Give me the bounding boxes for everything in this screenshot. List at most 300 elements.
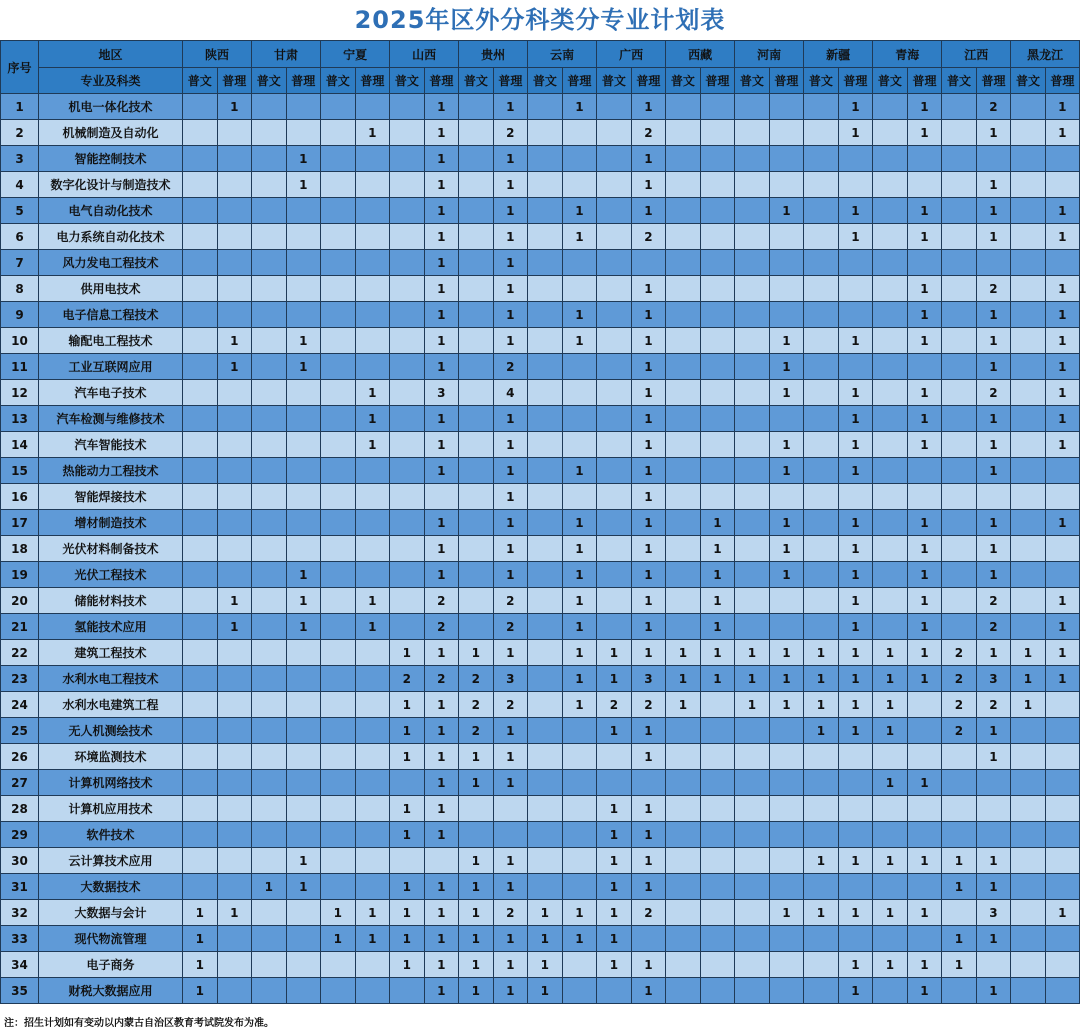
- quota-cell: [976, 484, 1011, 510]
- quota-cell: [873, 432, 908, 458]
- quota-cell: 1: [1045, 302, 1079, 328]
- quota-cell: [666, 484, 701, 510]
- quota-cell: [735, 146, 770, 172]
- quota-cell: [700, 432, 735, 458]
- quota-cell: [355, 172, 390, 198]
- quota-cell: [321, 562, 356, 588]
- quota-cell: [562, 848, 597, 874]
- quota-cell: [562, 432, 597, 458]
- quota-cell: [252, 536, 287, 562]
- region-header-cell: 广西: [597, 41, 666, 68]
- quota-cell: 2: [459, 666, 494, 692]
- quota-cell: [286, 276, 321, 302]
- quota-cell: 1: [666, 692, 701, 718]
- quota-cell: [217, 432, 252, 458]
- quota-cell: 1: [493, 250, 528, 276]
- quota-cell: 1: [1045, 120, 1079, 146]
- quota-cell: 1: [907, 510, 942, 536]
- quota-cell: 1: [873, 718, 908, 744]
- quota-cell: [355, 640, 390, 666]
- quota-cell: [804, 484, 839, 510]
- quota-cell: 1: [942, 874, 977, 900]
- quota-cell: [321, 458, 356, 484]
- quota-cell: 1: [424, 744, 459, 770]
- quota-cell: [1045, 848, 1079, 874]
- quota-cell: [942, 796, 977, 822]
- quota-cell: 1: [562, 900, 597, 926]
- quota-cell: [1011, 588, 1046, 614]
- quota-cell: [321, 432, 356, 458]
- quota-cell: [873, 120, 908, 146]
- quota-cell: [1045, 796, 1079, 822]
- quota-cell: [666, 796, 701, 822]
- quota-cell: 1: [1011, 666, 1046, 692]
- quota-cell: [735, 822, 770, 848]
- quota-cell: [252, 666, 287, 692]
- quota-cell: 1: [493, 926, 528, 952]
- quota-cell: [804, 172, 839, 198]
- quota-cell: [321, 120, 356, 146]
- quota-cell: [390, 978, 425, 1004]
- quota-cell: [838, 302, 873, 328]
- quota-cell: [528, 796, 563, 822]
- quota-cell: [252, 640, 287, 666]
- quota-cell: [666, 328, 701, 354]
- quota-cell: 1: [907, 614, 942, 640]
- quota-cell: 1: [424, 458, 459, 484]
- quota-cell: [631, 770, 666, 796]
- quota-cell: [700, 978, 735, 1004]
- quota-cell: [942, 198, 977, 224]
- quota-cell: [942, 744, 977, 770]
- quota-cell: 1: [493, 432, 528, 458]
- row-number: 29: [1, 822, 39, 848]
- quota-cell: [666, 198, 701, 224]
- quota-cell: 1: [907, 536, 942, 562]
- quota-cell: [321, 406, 356, 432]
- quota-cell: 1: [976, 874, 1011, 900]
- quota-cell: [252, 250, 287, 276]
- quota-cell: 1: [735, 666, 770, 692]
- quota-cell: 1: [217, 900, 252, 926]
- quota-cell: [769, 224, 804, 250]
- quota-cell: 1: [838, 640, 873, 666]
- quota-cell: [183, 172, 218, 198]
- quota-cell: 1: [459, 640, 494, 666]
- quota-cell: 1: [424, 770, 459, 796]
- quota-cell: [804, 978, 839, 1004]
- quota-cell: [321, 510, 356, 536]
- quota-cell: 1: [873, 952, 908, 978]
- quota-cell: 1: [597, 926, 632, 952]
- quota-cell: 1: [1045, 198, 1079, 224]
- quota-cell: [873, 796, 908, 822]
- region-header-cell: 河南: [735, 41, 804, 68]
- quota-cell: 1: [976, 198, 1011, 224]
- quota-cell: [286, 770, 321, 796]
- quota-cell: [1045, 822, 1079, 848]
- quota-cell: [735, 978, 770, 1004]
- quota-cell: 1: [976, 978, 1011, 1004]
- quota-cell: 1: [217, 94, 252, 120]
- quota-cell: [735, 172, 770, 198]
- quota-cell: [700, 224, 735, 250]
- quota-cell: 1: [459, 770, 494, 796]
- quota-cell: 1: [597, 874, 632, 900]
- major-name: 供用电技术: [39, 276, 183, 302]
- quota-cell: 2: [493, 120, 528, 146]
- quota-cell: 1: [976, 328, 1011, 354]
- quota-cell: [907, 796, 942, 822]
- quota-cell: [597, 484, 632, 510]
- quota-cell: [562, 744, 597, 770]
- quota-cell: [252, 744, 287, 770]
- quota-cell: [321, 848, 356, 874]
- quota-cell: [838, 250, 873, 276]
- quota-cell: 1: [562, 926, 597, 952]
- quota-cell: [286, 224, 321, 250]
- quota-cell: 1: [631, 822, 666, 848]
- quota-cell: 1: [597, 900, 632, 926]
- quota-cell: [769, 588, 804, 614]
- table-row: [1, 718, 1080, 744]
- quota-cell: 1: [493, 94, 528, 120]
- quota-cell: 1: [838, 406, 873, 432]
- quota-cell: [355, 796, 390, 822]
- quota-cell: [528, 146, 563, 172]
- quota-cell: [804, 614, 839, 640]
- quota-cell: 1: [390, 640, 425, 666]
- quota-cell: 1: [597, 848, 632, 874]
- quota-cell: [873, 874, 908, 900]
- quota-cell: [942, 146, 977, 172]
- table-row: [1, 250, 1080, 276]
- quota-cell: [804, 302, 839, 328]
- quota-cell: 1: [700, 510, 735, 536]
- quota-cell: [942, 978, 977, 1004]
- quota-cell: [390, 354, 425, 380]
- table-row: [1, 640, 1080, 666]
- quota-cell: [1011, 302, 1046, 328]
- quota-cell: 1: [907, 94, 942, 120]
- quota-cell: [286, 718, 321, 744]
- quota-cell: [1011, 380, 1046, 406]
- quota-cell: 1: [631, 536, 666, 562]
- quota-cell: [666, 848, 701, 874]
- quota-cell: 1: [631, 380, 666, 406]
- row-number: 28: [1, 796, 39, 822]
- quota-cell: 1: [769, 354, 804, 380]
- quota-cell: [1045, 926, 1079, 952]
- major-name: 机械制造及自动化: [39, 120, 183, 146]
- quota-cell: 2: [493, 692, 528, 718]
- quota-cell: 3: [493, 666, 528, 692]
- quota-cell: [252, 406, 287, 432]
- quota-cell: [252, 94, 287, 120]
- quota-cell: 2: [631, 224, 666, 250]
- quota-cell: [355, 484, 390, 510]
- quota-cell: 1: [631, 614, 666, 640]
- quota-cell: [907, 744, 942, 770]
- science-header: 普理: [700, 68, 735, 94]
- quota-cell: 1: [390, 692, 425, 718]
- quota-cell: [838, 354, 873, 380]
- table-row: [1, 406, 1080, 432]
- quota-cell: 1: [907, 848, 942, 874]
- quota-cell: [942, 770, 977, 796]
- quota-cell: 1: [493, 302, 528, 328]
- quota-cell: [321, 302, 356, 328]
- quota-cell: [286, 484, 321, 510]
- quota-cell: [666, 900, 701, 926]
- quota-cell: [976, 822, 1011, 848]
- quota-cell: [1011, 744, 1046, 770]
- row-number: 34: [1, 952, 39, 978]
- quota-cell: 1: [769, 380, 804, 406]
- quota-cell: [1011, 952, 1046, 978]
- quota-cell: [183, 276, 218, 302]
- quota-cell: [873, 302, 908, 328]
- quota-cell: [942, 614, 977, 640]
- quota-cell: [1011, 900, 1046, 926]
- quota-cell: [528, 94, 563, 120]
- quota-cell: [355, 744, 390, 770]
- quota-cell: [700, 484, 735, 510]
- quota-cell: [942, 822, 977, 848]
- quota-cell: [597, 198, 632, 224]
- quota-cell: [183, 146, 218, 172]
- quota-cell: [321, 614, 356, 640]
- table-row: [1, 770, 1080, 796]
- quota-cell: [390, 588, 425, 614]
- quota-cell: [597, 146, 632, 172]
- quota-cell: 1: [907, 900, 942, 926]
- quota-cell: [907, 874, 942, 900]
- quota-cell: [907, 146, 942, 172]
- quota-cell: [390, 484, 425, 510]
- quota-cell: 1: [286, 146, 321, 172]
- quota-cell: [700, 198, 735, 224]
- quota-cell: [804, 536, 839, 562]
- quota-cell: [528, 458, 563, 484]
- quota-cell: [321, 380, 356, 406]
- quota-cell: 1: [838, 120, 873, 146]
- quota-cell: 1: [976, 718, 1011, 744]
- quota-cell: 1: [838, 666, 873, 692]
- quota-cell: [804, 198, 839, 224]
- quota-cell: [1045, 562, 1079, 588]
- quota-cell: [562, 250, 597, 276]
- quota-cell: [735, 328, 770, 354]
- quota-cell: [1011, 536, 1046, 562]
- row-number: 35: [1, 978, 39, 1004]
- quota-cell: [321, 952, 356, 978]
- quota-cell: [666, 770, 701, 796]
- quota-cell: [528, 250, 563, 276]
- quota-cell: [390, 458, 425, 484]
- quota-cell: 1: [562, 666, 597, 692]
- quota-cell: [1045, 874, 1079, 900]
- quota-cell: [252, 926, 287, 952]
- quota-cell: [459, 250, 494, 276]
- quota-cell: [252, 198, 287, 224]
- quota-cell: 1: [493, 640, 528, 666]
- quota-cell: [873, 484, 908, 510]
- quota-cell: [735, 770, 770, 796]
- science-header: 普理: [493, 68, 528, 94]
- quota-cell: 1: [286, 614, 321, 640]
- quota-cell: [735, 94, 770, 120]
- quota-cell: 1: [424, 718, 459, 744]
- quota-cell: 1: [1045, 510, 1079, 536]
- quota-cell: [769, 146, 804, 172]
- quota-cell: [183, 770, 218, 796]
- quota-cell: 1: [976, 458, 1011, 484]
- region-header-cell: 新疆: [804, 41, 873, 68]
- quota-cell: [321, 354, 356, 380]
- quota-cell: 4: [493, 380, 528, 406]
- quota-cell: 3: [976, 666, 1011, 692]
- quota-cell: 1: [424, 432, 459, 458]
- quota-cell: [873, 276, 908, 302]
- quota-cell: [735, 302, 770, 328]
- quota-cell: [183, 614, 218, 640]
- quota-cell: 1: [804, 640, 839, 666]
- quota-cell: [217, 302, 252, 328]
- liberal-arts-header: 普文: [804, 68, 839, 94]
- quota-cell: 1: [907, 432, 942, 458]
- liberal-arts-header: 普文: [390, 68, 425, 94]
- major-name: 光伏工程技术: [39, 562, 183, 588]
- quota-cell: [528, 406, 563, 432]
- quota-cell: [390, 120, 425, 146]
- quota-cell: 1: [424, 562, 459, 588]
- quota-cell: 1: [1045, 666, 1079, 692]
- quota-cell: [804, 796, 839, 822]
- quota-cell: 1: [769, 666, 804, 692]
- quota-cell: 2: [493, 900, 528, 926]
- quota-cell: [321, 588, 356, 614]
- region-header: 地区: [39, 41, 183, 68]
- quota-cell: [735, 406, 770, 432]
- major-name: 智能焊接技术: [39, 484, 183, 510]
- quota-cell: 3: [976, 900, 1011, 926]
- quota-cell: [528, 302, 563, 328]
- quota-cell: 1: [976, 510, 1011, 536]
- quota-cell: 2: [597, 692, 632, 718]
- quota-cell: [735, 380, 770, 406]
- row-number: 22: [1, 640, 39, 666]
- quota-cell: [183, 536, 218, 562]
- quota-cell: 1: [597, 640, 632, 666]
- quota-cell: [873, 458, 908, 484]
- quota-cell: [252, 822, 287, 848]
- science-header: 普理: [769, 68, 804, 94]
- quota-cell: [873, 354, 908, 380]
- quota-cell: 2: [942, 718, 977, 744]
- quota-cell: [493, 796, 528, 822]
- table-row: [1, 900, 1080, 926]
- quota-cell: [873, 978, 908, 1004]
- quota-cell: 1: [631, 510, 666, 536]
- quota-cell: 1: [424, 250, 459, 276]
- quota-cell: 1: [631, 744, 666, 770]
- region-header-cell: 甘肃: [252, 41, 321, 68]
- quota-cell: 1: [355, 588, 390, 614]
- quota-cell: 1: [804, 666, 839, 692]
- quota-cell: [183, 718, 218, 744]
- quota-cell: [873, 328, 908, 354]
- quota-cell: [252, 562, 287, 588]
- quota-cell: [355, 536, 390, 562]
- quota-cell: 1: [631, 952, 666, 978]
- region-header-cell: 贵州: [459, 41, 528, 68]
- science-header: 普理: [838, 68, 873, 94]
- quota-cell: 2: [493, 614, 528, 640]
- quota-cell: 1: [355, 614, 390, 640]
- quota-cell: [735, 458, 770, 484]
- quota-cell: 1: [838, 224, 873, 250]
- table-row: [1, 328, 1080, 354]
- quota-cell: [1045, 692, 1079, 718]
- quota-cell: [252, 302, 287, 328]
- quota-cell: [804, 588, 839, 614]
- quota-cell: [390, 536, 425, 562]
- quota-cell: 1: [493, 198, 528, 224]
- quota-cell: [769, 978, 804, 1004]
- quota-cell: 2: [631, 120, 666, 146]
- quota-cell: 1: [424, 796, 459, 822]
- quota-cell: [528, 666, 563, 692]
- quota-cell: 1: [838, 952, 873, 978]
- region-header-cell: 山西: [390, 41, 459, 68]
- quota-cell: 1: [976, 536, 1011, 562]
- quota-cell: [355, 302, 390, 328]
- quota-cell: 3: [631, 666, 666, 692]
- quota-cell: [769, 250, 804, 276]
- quota-cell: [183, 796, 218, 822]
- quota-cell: [1045, 146, 1079, 172]
- major-name: 财税大数据应用: [39, 978, 183, 1004]
- quota-cell: 1: [873, 640, 908, 666]
- quota-cell: [666, 510, 701, 536]
- quota-cell: [183, 432, 218, 458]
- quota-cell: 1: [907, 640, 942, 666]
- quota-cell: [355, 354, 390, 380]
- quota-cell: 1: [562, 640, 597, 666]
- quota-cell: [1011, 224, 1046, 250]
- quota-cell: [666, 588, 701, 614]
- quota-cell: 1: [597, 718, 632, 744]
- quota-cell: [597, 224, 632, 250]
- quota-cell: [528, 718, 563, 744]
- quota-cell: 1: [1045, 900, 1079, 926]
- region-header-cell: 云南: [528, 41, 597, 68]
- quota-cell: 1: [769, 536, 804, 562]
- quota-cell: 1: [562, 94, 597, 120]
- quota-cell: 1: [1045, 640, 1079, 666]
- quota-cell: 1: [769, 328, 804, 354]
- quota-cell: [838, 822, 873, 848]
- quota-cell: [321, 770, 356, 796]
- quota-cell: [562, 380, 597, 406]
- quota-cell: 1: [424, 328, 459, 354]
- quota-cell: [252, 848, 287, 874]
- quota-cell: [597, 276, 632, 302]
- quota-cell: 1: [907, 198, 942, 224]
- quota-cell: 1: [493, 406, 528, 432]
- quota-cell: 1: [1045, 276, 1079, 302]
